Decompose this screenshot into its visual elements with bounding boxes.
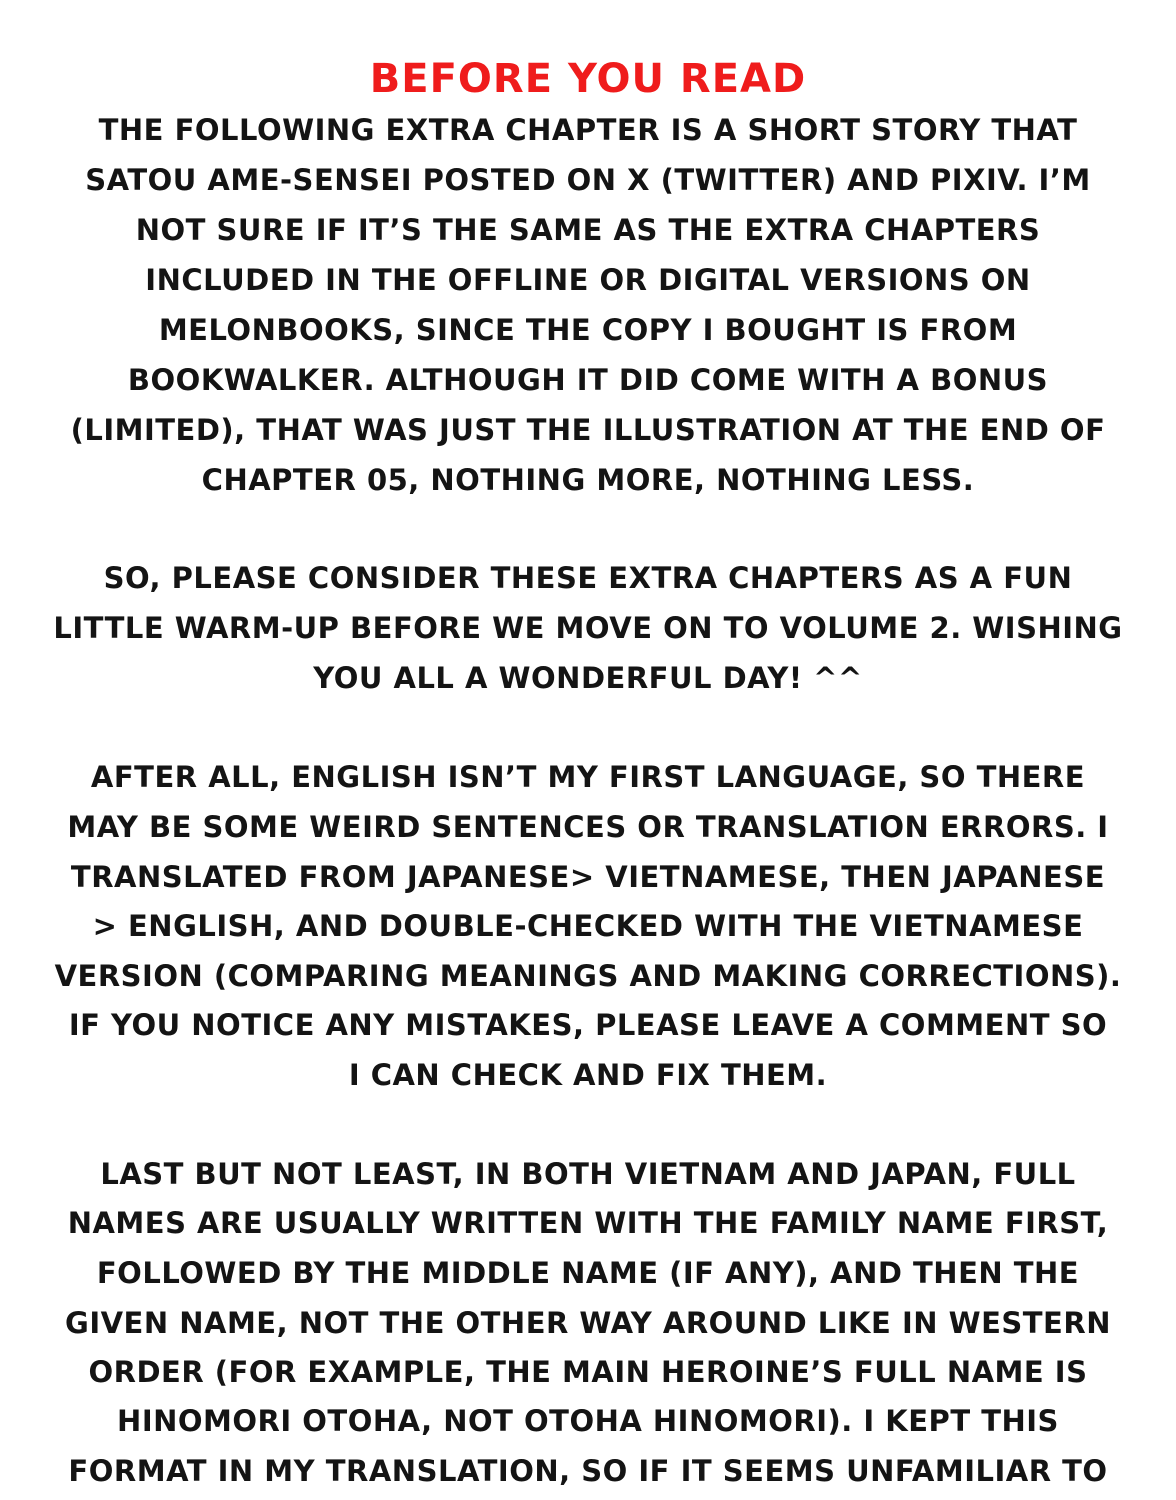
paragraph-1-line: SATOU AME-SENSEI POSTED ON X (TWITTER) AND PIXIV. I’M (85, 163, 1091, 197)
paragraph-1-line: BOOKWALKER. ALTHOUGH IT DID COME WITH A BONUS (127, 363, 1049, 397)
paragraph-4-line: FOLLOWED BY THE MIDDLE NAME (IF ANY), AND THEN THE (96, 1256, 1080, 1290)
paragraph-1-line: MELONBOOKS, SINCE THE COPY I BOUGHT IS FROM (158, 313, 1018, 347)
paragraph-2-line: SO, PLEASE CONSIDER THESE EXTRA CHAPTERS AS A FUN (103, 561, 1073, 595)
paragraph-4-line: LAST BUT NOT LEAST, IN BOTH VIETNAM AND JAPAN, FULL (100, 1157, 1076, 1191)
paragraph-2-line: LITTLE WARM-UP BEFORE WE MOVE ON TO VOLUME 2. WISHING (53, 611, 1123, 645)
paragraph-1-line: (LIMITED), THAT WAS JUST THE ILLUSTRATION AT THE END OF (70, 413, 1106, 447)
paragraph-1-line: INCLUDED IN THE OFFLINE OR DIGITAL VERSIONS ON (145, 263, 1031, 297)
paragraph-3-line: VERSION (COMPARING MEANINGS AND MAKING CORRECTIONS). (54, 959, 1122, 993)
paragraph-2-line: YOU ALL A WONDERFUL DAY! ^^ (313, 661, 863, 695)
paragraph-3-line: > ENGLISH, AND DOUBLE-CHECKED WITH THE VIETNAMESE (92, 909, 1084, 943)
paragraph-3-line: IF YOU NOTICE ANY MISTAKES, PLEASE LEAVE A COMMENT SO (68, 1008, 1108, 1042)
paragraph-4-line: NAMES ARE USUALLY WRITTEN WITH THE FAMILY NAME FIRST, (67, 1206, 1109, 1240)
paragraph-3-line: TRANSLATED FROM JAPANESE> VIETNAMESE, THEN JAPANESE (70, 860, 1106, 894)
paragraph-4-line: HINOMORI OTOHA, NOT OTOHA HINOMORI). I KEPT THIS (117, 1404, 1059, 1438)
page-title: BEFORE YOU READ (369, 56, 807, 102)
paragraph-4-line: ORDER (FOR EXAMPLE, THE MAIN HEROINE’S FULL NAME IS (88, 1355, 1088, 1389)
paragraph-1-line: NOT SURE IF IT’S THE SAME AS THE EXTRA CHAPTERS (135, 213, 1041, 247)
paragraph-3-line: MAY BE SOME WEIRD SENTENCES OR TRANSLATION ERRORS. I (67, 810, 1109, 844)
paragraph-4-line: GIVEN NAME, NOT THE OTHER WAY AROUND LIKE IN WESTERN (65, 1306, 1111, 1340)
paragraph-1-line: CHAPTER 05, NOTHING MORE, NOTHING LESS. (201, 463, 975, 497)
paragraph-1-line: THE FOLLOWING EXTRA CHAPTER IS A SHORT STORY THAT (98, 113, 1078, 147)
paragraph-4-line: FORMAT IN MY TRANSLATION, SO IF IT SEEMS UNFAMILIAR TO (68, 1454, 1108, 1488)
paragraph-3-line: I CAN CHECK AND FIX THEM. (348, 1058, 828, 1092)
paragraph-3-line: AFTER ALL, ENGLISH ISN’T MY FIRST LANGUAGE, SO THERE (90, 760, 1086, 794)
